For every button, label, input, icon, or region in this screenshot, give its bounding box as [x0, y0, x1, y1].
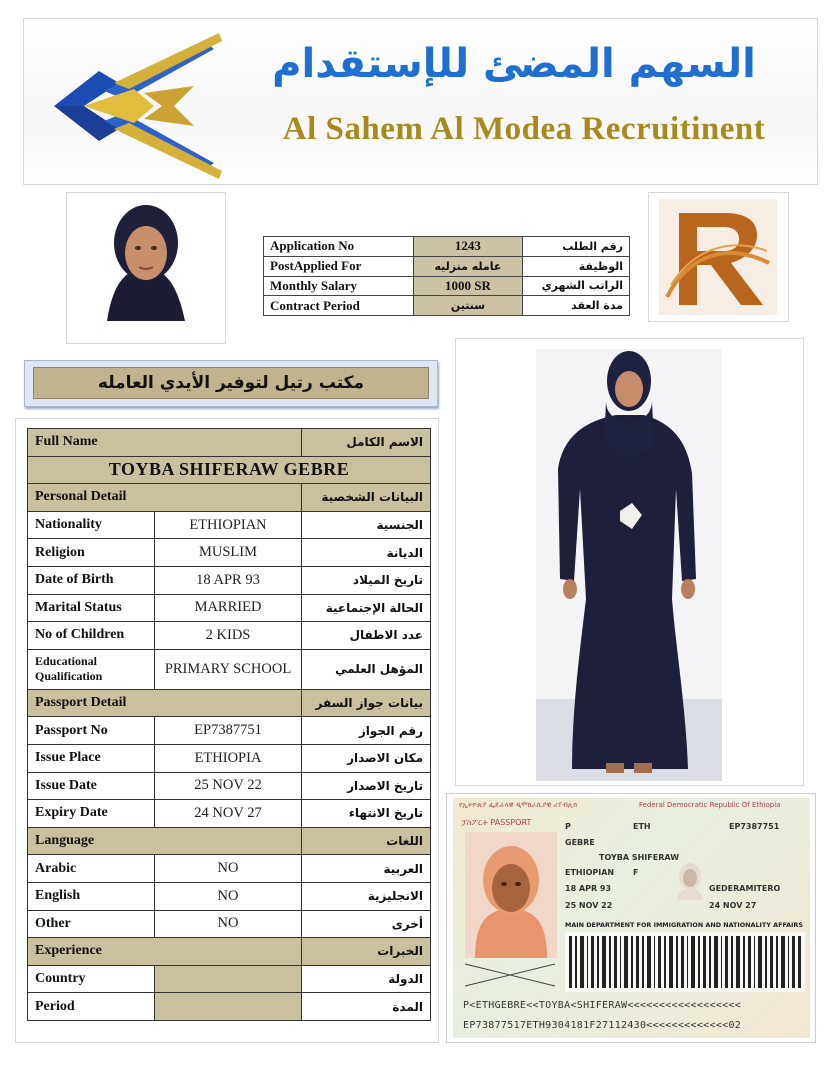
monthly-salary-value: 1000 SR: [413, 276, 523, 296]
passport-detail-header: [28, 689, 431, 717]
english-label-ar: الانجليزية: [302, 882, 431, 910]
passport-number: EP7387751: [729, 822, 780, 831]
nationality-label-ar: الجنسية: [302, 511, 431, 539]
passport-dob: 18 APR 93: [565, 884, 612, 893]
contract-period-value: سنتين: [413, 296, 523, 316]
table-row: [28, 566, 431, 594]
issue-date-value: 25 NOV 22: [155, 772, 302, 800]
table-row: [28, 744, 431, 772]
passport-header-amharic: የኢትዮጵያ ፌዴራላዊ ዲሞክራሲያዊ ሪፐብሊክ: [459, 801, 578, 809]
passport-no-label: Passport No: [28, 717, 155, 745]
company-name-english: Al Sahem Al Modea Recruitinent: [282, 111, 766, 147]
full-body-image: [536, 349, 722, 781]
issue-date-label: Issue Date: [28, 772, 155, 800]
personal-detail-label-ar: البيانات الشخصية: [302, 484, 431, 512]
contract-period-label-ar: مدة العقد: [523, 296, 630, 316]
post-applied-value: عامله منزليه: [413, 256, 523, 276]
full-name-header-row: [28, 429, 431, 457]
passport-mrz-line1: P<ETHGEBRE<<TOYBA<SHIFERAW<<<<<<<<<<<<<<<<<<: [463, 1000, 742, 1011]
expiry-date-label-ar: تاريخ الانتهاء: [302, 800, 431, 828]
office-name: مكتب رتيل لتوفير الأيدي العامله: [33, 367, 429, 399]
table-row: [28, 772, 431, 800]
language-header: [28, 827, 431, 855]
table-row: [264, 237, 630, 257]
passport-surname: GEBRE: [565, 838, 595, 847]
passport-type: P: [565, 822, 571, 831]
passport-sex: F: [633, 868, 639, 877]
experience-country-value: [155, 965, 302, 993]
applicant-details-table: [27, 428, 431, 1021]
experience-period-value: [155, 993, 302, 1021]
education-label-ar: المؤهل العلمي: [302, 649, 431, 689]
experience-label: Experience: [28, 938, 302, 966]
applicant-details-panel: [15, 418, 439, 1043]
other-language-label: Other: [28, 910, 155, 938]
company-header: [23, 18, 818, 185]
religion-label: Religion: [28, 539, 155, 567]
issue-date-label-ar: تاريخ الاصدار: [302, 772, 431, 800]
children-label-ar: عدد الاطفال: [302, 622, 431, 650]
r-logo-icon: [649, 193, 788, 321]
marital-status-label: Marital Status: [28, 594, 155, 622]
table-row: [28, 855, 431, 883]
passport-barcode-icon: [565, 932, 805, 992]
post-applied-label-ar: الوظيفة: [523, 256, 630, 276]
full-name-value-row: [28, 456, 431, 484]
issue-place-label-ar: مكان الاصدار: [302, 744, 431, 772]
passport-nationality: ETHIOPIAN: [565, 868, 615, 877]
passport-ghost-photo: [673, 860, 707, 900]
issue-place-value: ETHIOPIA: [155, 744, 302, 772]
language-label: Language: [28, 827, 302, 855]
passport-detail-label: Passport Detail: [28, 689, 302, 717]
application-summary-table: [263, 236, 630, 316]
marital-status-label-ar: الحالة الإجتماعية: [302, 594, 431, 622]
table-row: [28, 965, 431, 993]
dob-value: 18 APR 93: [155, 566, 302, 594]
full-name-value: TOYBA SHIFERAW GEBRE: [28, 456, 431, 484]
passport-detail-label-ar: بيانات جواز السفر: [302, 689, 431, 717]
religion-label-ar: الديانة: [302, 539, 431, 567]
application-no-label-ar: رقم الطلب: [523, 237, 630, 257]
passport-no-label-ar: رقم الجواز: [302, 717, 431, 745]
passport-doc-label: ፓስፖርት PASSPORT: [461, 818, 532, 827]
table-row: [28, 594, 431, 622]
passport-no-value: EP7387751: [155, 717, 302, 745]
contract-period-label: Contract Period: [264, 296, 414, 316]
issue-place-label: Issue Place: [28, 744, 155, 772]
english-label: English: [28, 882, 155, 910]
expiry-date-value: 24 NOV 27: [155, 800, 302, 828]
passport-authority: MAIN DEPARTMENT FOR IMMIGRATION AND NATIONALITY AFFAIRS: [565, 921, 803, 929]
education-value: PRIMARY SCHOOL: [155, 649, 302, 689]
passport-mrz-line2: EP73877517ETH9304181F27112430<<<<<<<<<<<<<02: [463, 1020, 742, 1031]
table-row: [264, 256, 630, 276]
other-language-value: NO: [155, 910, 302, 938]
company-name-arabic: السهم المضئ للإستقدام: [272, 41, 756, 87]
table-row: [28, 539, 431, 567]
applicant-full-body-photo: [455, 338, 804, 786]
dob-label-ar: تاريخ الميلاد: [302, 566, 431, 594]
table-row: [28, 511, 431, 539]
arabic-value: NO: [155, 855, 302, 883]
expiry-date-label: Expiry Date: [28, 800, 155, 828]
passport-issue-date: 25 NOV 22: [565, 901, 613, 910]
passport-country-code: ETH: [633, 822, 651, 831]
headshot-image: [67, 193, 225, 343]
table-row: [28, 649, 431, 689]
table-row: [264, 296, 630, 316]
arabic-label-ar: العربية: [302, 855, 431, 883]
children-value: 2 KIDS: [155, 622, 302, 650]
language-label-ar: اللغات: [302, 827, 431, 855]
table-row: [28, 717, 431, 745]
table-row: [28, 910, 431, 938]
experience-period-label: Period: [28, 993, 155, 1021]
experience-period-label-ar: المدة: [302, 993, 431, 1021]
table-row: [28, 993, 431, 1021]
table-row: [28, 882, 431, 910]
table-row: [28, 622, 431, 650]
passport-page: [453, 798, 810, 1038]
nationality-label: Nationality: [28, 511, 155, 539]
other-language-label-ar: أخرى: [302, 910, 431, 938]
full-name-label: Full Name: [28, 429, 302, 457]
monthly-salary-label: Monthly Salary: [264, 276, 414, 296]
personal-detail-header: [28, 484, 431, 512]
company-logo-arrows-icon: [44, 31, 224, 181]
application-no-value: 1243: [413, 237, 523, 257]
nationality-value: ETHIOPIAN: [155, 511, 302, 539]
experience-header: [28, 938, 431, 966]
office-banner: [24, 360, 438, 407]
passport-birth-place: GEDERAMITERO: [709, 884, 781, 893]
passport-header-english: Federal Democratic Republic Of Ethiopia: [639, 801, 781, 809]
agency-r-logo: [648, 192, 789, 322]
arabic-label: Arabic: [28, 855, 155, 883]
full-name-label-ar: الاسم الكامل: [302, 429, 431, 457]
table-row: [264, 276, 630, 296]
monthly-salary-label-ar: الراتب الشهري: [523, 276, 630, 296]
passport-scan: [446, 793, 816, 1043]
applicant-headshot: [66, 192, 226, 344]
passport-photo: [465, 832, 557, 958]
passport-signature-icon: [463, 962, 557, 988]
experience-country-label: Country: [28, 965, 155, 993]
passport-expiry-date: 24 NOV 27: [709, 901, 757, 910]
dob-label: Date of Birth: [28, 566, 155, 594]
education-label: Educational Qualification: [28, 649, 155, 689]
post-applied-label: PostApplied For: [264, 256, 414, 276]
table-row: [28, 800, 431, 828]
passport-given-names: TOYBA SHIFERAW: [599, 853, 680, 862]
english-value: NO: [155, 882, 302, 910]
experience-label-ar: الخبرات: [302, 938, 431, 966]
personal-detail-label: Personal Detail: [28, 484, 302, 512]
children-label: No of Children: [28, 622, 155, 650]
application-no-label: Application No: [264, 237, 414, 257]
marital-status-value: MARRIED: [155, 594, 302, 622]
experience-country-label-ar: الدولة: [302, 965, 431, 993]
religion-value: MUSLIM: [155, 539, 302, 567]
